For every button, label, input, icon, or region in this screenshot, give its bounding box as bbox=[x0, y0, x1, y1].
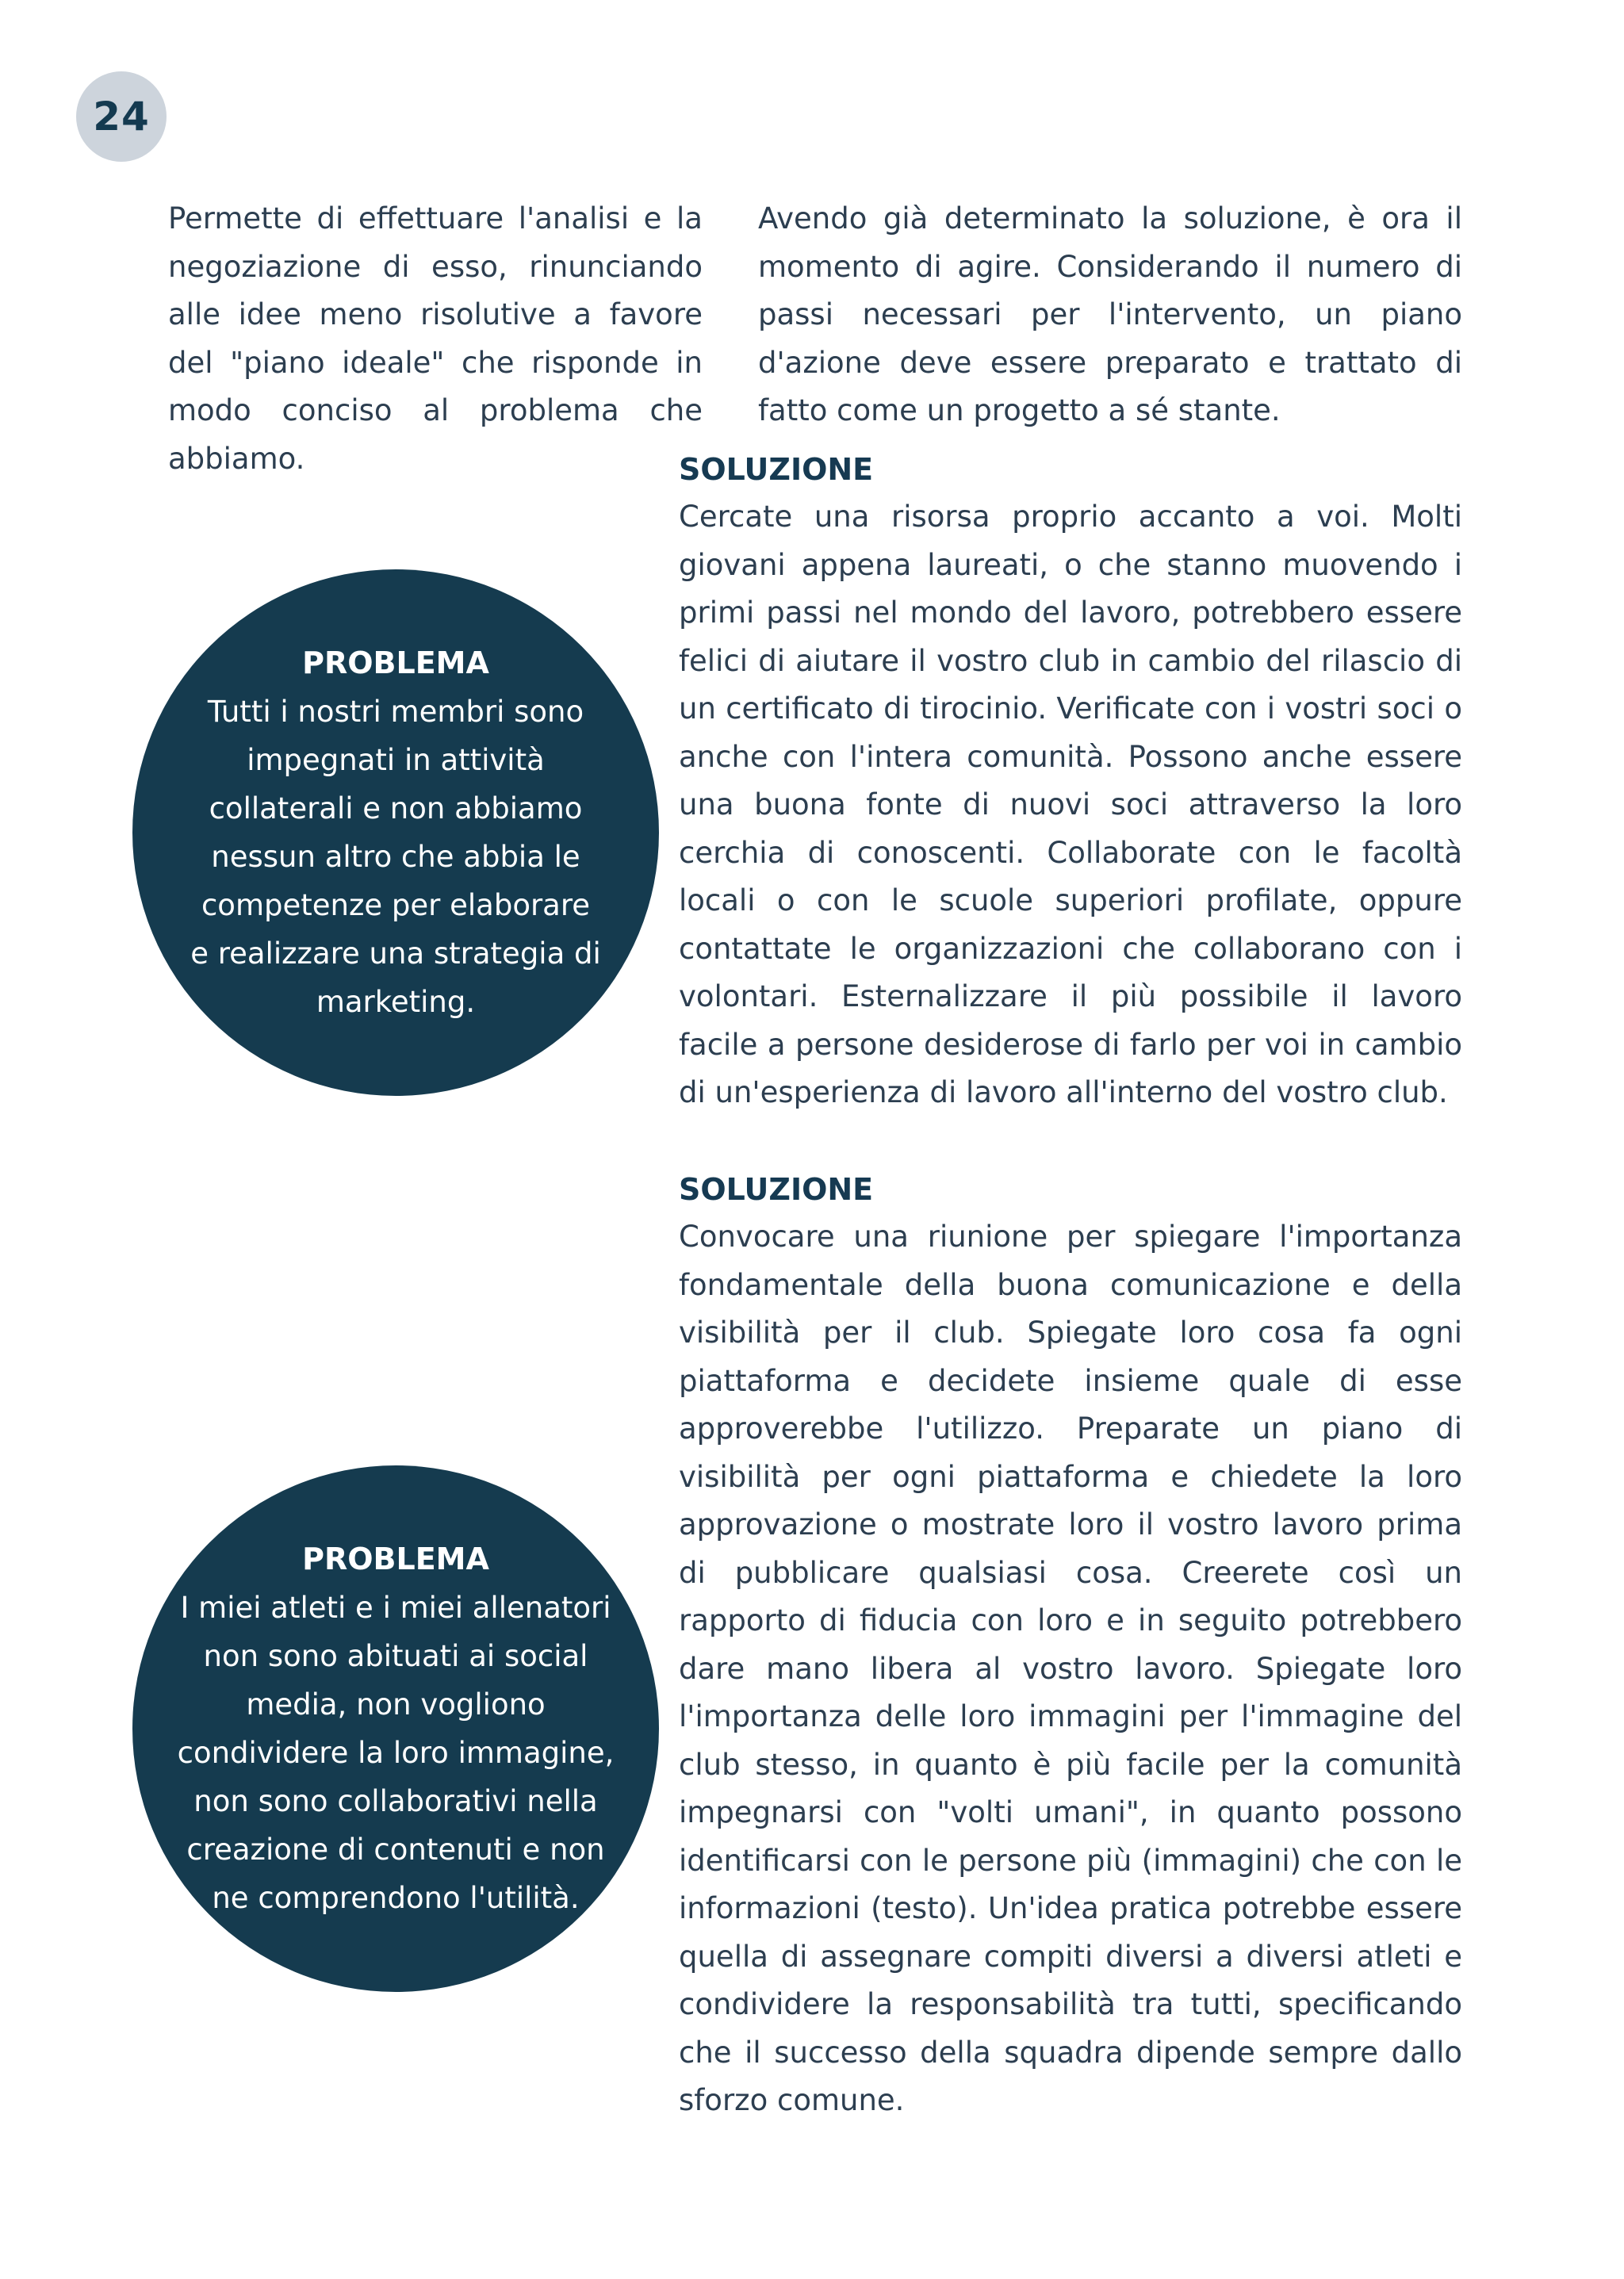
intro-right-paragraph: Avendo già determinato la soluzione, è ora il momento di agire. Considerando il numero di passi necessari per l'intervento, un piano d'azione deve essere preparato e trattato di fatto come un progetto a sé stante. bbox=[758, 201, 1462, 427]
solution-title-2: SOLUZIONE bbox=[679, 1172, 874, 1207]
problem-text-2: I miei atleti e i miei allenatori non sono abituati ai social media, non vogliono condividere la loro immagine, non sono collaborativi nella creazione di contenuti e non ne comprendono l'utilità. bbox=[177, 1591, 615, 1915]
page-number: 24 bbox=[93, 94, 150, 140]
solution-title-1: SOLUZIONE bbox=[679, 452, 874, 487]
problem-circle-1 bbox=[132, 569, 659, 1096]
problem-circle-2 bbox=[132, 1465, 659, 1992]
problem-title-1: PROBLEMA bbox=[302, 645, 489, 680]
solution-block-1 bbox=[679, 446, 1462, 1117]
problem-text-1: Tutti i nostri membri sono impegnati in attività collaterali e non abbiamo nessun altro che abbia le competenze per elaborare e realizzare una strategia di marketing. bbox=[190, 695, 601, 1019]
problem-title-2: PROBLEMA bbox=[302, 1542, 489, 1576]
solution-text-1: Cercate una risorsa proprio accanto a voi. Molti giovani appena laureati, o che stanno muovendo i primi passi nel mondo del lavoro, potrebbero essere felici di aiutare il vostro club in cambio del rilascio di un certificato di tirocinio. Verificate con i vostri soci o anche con l'intera comunità. Possono anche essere una buona fonte di nuovi soci attraverso la loro cerchia di conoscenti. Collaborate con le facoltà locali o con le scuole superiori profilate, oppure contattate le organizzazioni che collaborano con i volontari. Esternalizzare il più possibile il lavoro facile a persone desiderose di farlo per voi in cambio di un'esperienza di lavoro all'interno del vostro club. bbox=[679, 500, 1462, 1109]
solution-text-2: Convocare una riunione per spiegare l'importanza fondamentale della buona comunicazione e della visibilità per il club. Spiegate loro cosa fa ogni piattaforma e decidete insieme quale di esse approverebbe l'utilizzo. Preparate un piano di visibilità per ogni piattaforma e chiedete la loro approvazione o mostrate loro il vostro lavoro prima di pubblicare qualsiasi cosa. Creerete così un rapporto di fiducia con loro e in seguito potrebbero dare mano libera al vostro lavoro. Spiegate loro l'importanza delle loro immagini per l'immagine del club stesso, in quanto è più facile per la comunità impegnarsi con "volti umani", in quanto possono identificarsi con le persone più (immagini) che con le informazioni (testo). Un'idea pratica potrebbe essere quella di assegnare compiti diversi a diversi atleti e condividere la responsabilità tra tutti, specificando che il successo della squadra dipende sempre dallo sforzo comune. bbox=[679, 1220, 1462, 2117]
intro-left-paragraph: Permette di effettuare l'analisi e la negoziazione di esso, rinunciando alle idee meno risolutive a favore del "piano ideale" che risponde in modo conciso al problema che abbiamo. bbox=[168, 201, 703, 476]
solution-block-2 bbox=[679, 1166, 1462, 2125]
page-number-badge bbox=[76, 71, 167, 162]
